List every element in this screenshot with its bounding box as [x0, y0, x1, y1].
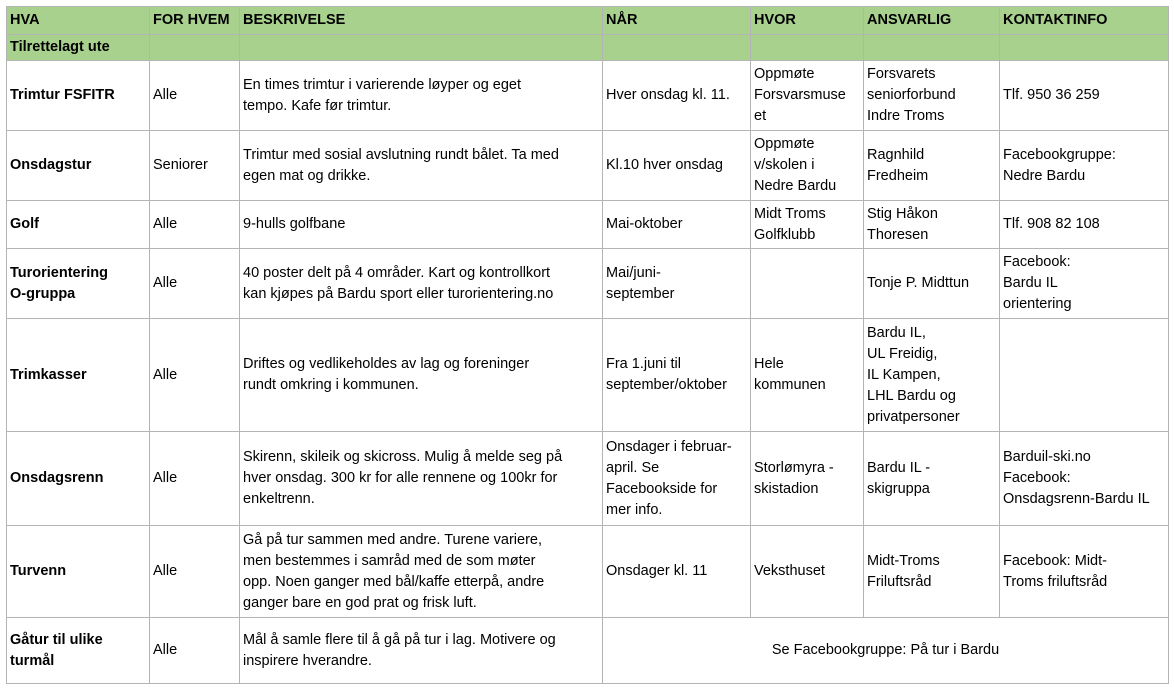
cell-hva: Trimtur FSFITR — [7, 61, 150, 131]
cell-for-hvem: Alle — [150, 319, 240, 432]
cell-kontaktinfo — [1000, 319, 1169, 432]
cell-beskrivelse: Trimtur med sosial avslutning rundt bålet. Ta med egen mat og drikke. — [240, 131, 603, 201]
cell-hvor: Veksthuset — [751, 526, 864, 618]
cell-for-hvem: Alle — [150, 432, 240, 526]
section-empty-cell — [603, 35, 751, 61]
table-row — [7, 432, 1169, 526]
cell-naar: Mai/juni- september — [603, 249, 751, 319]
cell-hva: Onsdagsrenn — [7, 432, 150, 526]
cell-naar: Hver onsdag kl. 11. — [603, 61, 751, 131]
header-hva: HVA — [7, 7, 150, 35]
cell-for-hvem: Alle — [150, 249, 240, 319]
cell-hvor: Oppmøte Forsvarsmuse et — [751, 61, 864, 131]
table-row — [7, 526, 1169, 618]
table-row — [7, 61, 1169, 131]
cell-naar: Mai-oktober — [603, 201, 751, 249]
merged-contact-cell: Se Facebookgruppe: På tur i Bardu — [603, 618, 1169, 684]
cell-naar: Kl.10 hver onsdag — [603, 131, 751, 201]
cell-beskrivelse: Mål å samle flere til å gå på tur i lag. Motivere og inspirere hverandre. — [240, 618, 603, 684]
cell-hva: Turvenn — [7, 526, 150, 618]
section-empty-cell — [751, 35, 864, 61]
cell-kontaktinfo: Tlf. 908 82 108 — [1000, 201, 1169, 249]
section-row — [7, 35, 1169, 61]
cell-hva: Onsdagstur — [7, 131, 150, 201]
header-ansvarlig: ANSVARLIG — [864, 7, 1000, 35]
cell-kontaktinfo: Facebook: Bardu IL orientering — [1000, 249, 1169, 319]
table-row — [7, 131, 1169, 201]
cell-naar: Fra 1.juni til september/oktober — [603, 319, 751, 432]
table-row — [7, 319, 1169, 432]
section-empty-cell — [864, 35, 1000, 61]
cell-hva: Turorientering O-gruppa — [7, 249, 150, 319]
cell-ansvarlig: Ragnhild Fredheim — [864, 131, 1000, 201]
header-beskrivelse: BESKRIVELSE — [240, 7, 603, 35]
section-empty-cell — [1000, 35, 1169, 61]
table-row — [7, 201, 1169, 249]
section-empty-cell — [150, 35, 240, 61]
cell-for-hvem: Seniorer — [150, 131, 240, 201]
header-for-hvem: FOR HVEM — [150, 7, 240, 35]
cell-hvor: Midt Troms Golfklubb — [751, 201, 864, 249]
cell-ansvarlig: Midt-Troms Friluftsråd — [864, 526, 1000, 618]
cell-hvor: Oppmøte v/skolen i Nedre Bardu — [751, 131, 864, 201]
cell-hva: Trimkasser — [7, 319, 150, 432]
section-empty-cell — [240, 35, 603, 61]
cell-kontaktinfo: Facebook: Midt- Troms friluftsråd — [1000, 526, 1169, 618]
cell-naar: Onsdager kl. 11 — [603, 526, 751, 618]
cell-ansvarlig: Forsvarets seniorforbund Indre Troms — [864, 61, 1000, 131]
activity-table — [6, 6, 1169, 684]
cell-kontaktinfo: Barduil-ski.no Facebook: Onsdagsrenn-Bardu IL — [1000, 432, 1169, 526]
header-naar: NÅR — [603, 7, 751, 35]
cell-ansvarlig: Bardu IL, UL Freidig, IL Kampen, LHL Bardu og privatpersoner — [864, 319, 1000, 432]
cell-beskrivelse: En times trimtur i varierende løyper og eget tempo. Kafe før trimtur. — [240, 61, 603, 131]
cell-for-hvem: Alle — [150, 201, 240, 249]
cell-kontaktinfo: Facebookgruppe: Nedre Bardu — [1000, 131, 1169, 201]
cell-beskrivelse: Skirenn, skileik og skicross. Mulig å melde seg på hver onsdag. 300 kr for alle rennene og 100kr for enkeltrenn. — [240, 432, 603, 526]
cell-for-hvem: Alle — [150, 526, 240, 618]
cell-beskrivelse: 40 poster delt på 4 områder. Kart og kontrollkort kan kjøpes på Bardu sport eller turorientering.no — [240, 249, 603, 319]
header-kontaktinfo: KONTAKTINFO — [1000, 7, 1169, 35]
cell-hvor — [751, 249, 864, 319]
cell-beskrivelse: Driftes og vedlikeholdes av lag og foreninger rundt omkring i kommunen. — [240, 319, 603, 432]
table-row — [7, 249, 1169, 319]
cell-for-hvem: Alle — [150, 61, 240, 131]
section-title: Tilrettelagt ute — [7, 35, 150, 61]
cell-hvor: Hele kommunen — [751, 319, 864, 432]
cell-hvor: Storlømyra - skistadion — [751, 432, 864, 526]
cell-ansvarlig: Tonje P. Midttun — [864, 249, 1000, 319]
cell-for-hvem: Alle — [150, 618, 240, 684]
header-hvor: HVOR — [751, 7, 864, 35]
cell-beskrivelse: 9-hulls golfbane — [240, 201, 603, 249]
table-row — [7, 618, 1169, 684]
cell-naar: Onsdager i februar- april. Se Facebookside for mer info. — [603, 432, 751, 526]
cell-hva: Golf — [7, 201, 150, 249]
cell-hva: Gåtur til ulike turmål — [7, 618, 150, 684]
header-row — [7, 7, 1169, 35]
cell-kontaktinfo: Tlf. 950 36 259 — [1000, 61, 1169, 131]
cell-ansvarlig: Bardu IL - skigruppa — [864, 432, 1000, 526]
cell-beskrivelse: Gå på tur sammen med andre. Turene variere, men bestemmes i samråd med de som møter opp. Noen ganger med bål/kaffe etterpå, andre ganger bare en god prat og frisk luft. — [240, 526, 603, 618]
cell-ansvarlig: Stig Håkon Thoresen — [864, 201, 1000, 249]
